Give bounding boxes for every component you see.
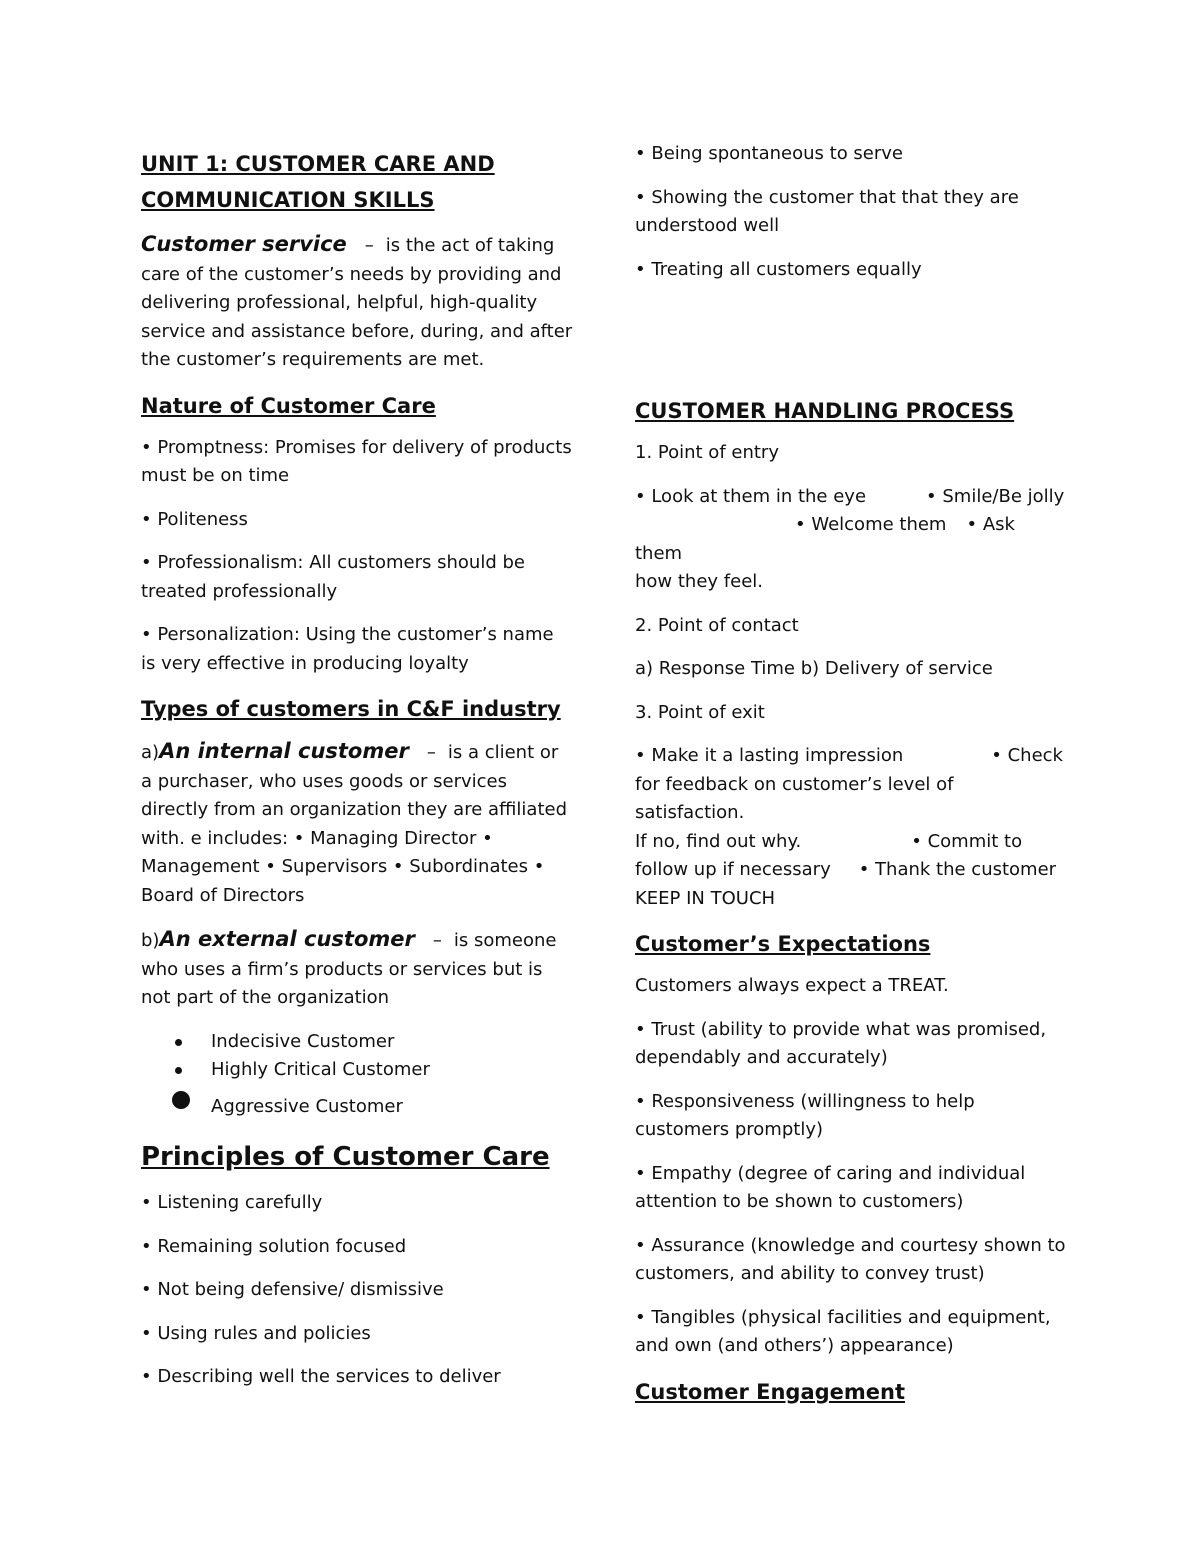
entry-action: • Look at them in the eye bbox=[635, 485, 867, 507]
customer-service-text: is the act of taking care of the customer’s needs by providing and delivering professional, helpful, high-quality service and assistance before, during, and after the customer’s requirements are met. bbox=[141, 235, 573, 370]
expectation-item: • Empathy (degree of caring and individual attention to be shown to customers) bbox=[635, 1162, 1026, 1212]
nature-item: • Promptness: Promises for delivery of products must be on time bbox=[141, 436, 572, 486]
list-item-label: Aggressive Customer bbox=[211, 1095, 403, 1117]
unit-title bbox=[141, 146, 573, 218]
entry-action: • Ask them bbox=[635, 514, 1015, 564]
exit-action: for feedback on customer’s level of satisfaction. bbox=[635, 773, 954, 823]
entry-actions bbox=[635, 483, 1067, 597]
internal-customer-text: is a client or a purchaser, who uses goods or services directly from an organization they are affiliated with. e includes: • Managing Director • Management • Supervisors • Subordinates • Board of Directors bbox=[141, 742, 568, 906]
exit-actions bbox=[635, 742, 1067, 913]
list-item bbox=[141, 1085, 573, 1122]
dash: – bbox=[364, 235, 374, 256]
external-customer-definition bbox=[141, 925, 573, 1013]
principle-item: • Treating all customers equally bbox=[635, 258, 922, 280]
expectation-item: • Tangibles (physical facilities and equipment, and own (and others’) appearance) bbox=[635, 1306, 1051, 1356]
principles-heading: Principles of Customer Care bbox=[141, 1142, 550, 1172]
unit-title-line1: UNIT 1: CUSTOMER CARE AND bbox=[141, 152, 495, 176]
principle-item: • Being spontaneous to serve bbox=[635, 143, 904, 164]
exit-action: • Check bbox=[991, 745, 1063, 766]
handling-heading: CUSTOMER HANDLING PROCESS bbox=[635, 399, 1015, 423]
exit-action: follow up if necessary bbox=[635, 859, 831, 880]
entry-action: • Welcome them bbox=[795, 514, 947, 535]
left-column bbox=[141, 140, 573, 1407]
exit-label: 3. Point of exit bbox=[635, 701, 765, 723]
unit-title-line2: COMMUNICATION SKILLS bbox=[141, 188, 435, 212]
types-heading: Types of customers in C&F industry bbox=[141, 697, 561, 721]
exit-action: • Make it a lasting impression bbox=[635, 745, 904, 766]
nature-heading: Nature of Customer Care bbox=[141, 393, 436, 418]
bullet-icon bbox=[175, 1039, 182, 1046]
list-item bbox=[141, 1028, 573, 1057]
external-customer-text: is someone who uses a firm’s products or services but is not part of the organization bbox=[141, 930, 557, 1008]
entry-label: 1. Point of entry bbox=[635, 442, 779, 463]
entry-action-tail: how they feel. bbox=[635, 571, 763, 592]
spacer bbox=[635, 299, 1067, 383]
nature-item: • Professionalism: All customers should be treated professionally bbox=[141, 552, 525, 602]
list-item bbox=[141, 1056, 573, 1085]
internal-customer-term: An internal customer bbox=[159, 739, 409, 763]
principle-item: • Describing well the services to deliver bbox=[141, 1366, 501, 1387]
contact-label: 2. Point of contact bbox=[635, 614, 799, 636]
expectation-item: • Responsiveness (willingness to help customers promptly) bbox=[635, 1090, 975, 1140]
external-prefix: b) bbox=[141, 930, 160, 951]
principle-item: • Not being defensive/ dismissive bbox=[141, 1279, 444, 1300]
internal-prefix: a) bbox=[141, 742, 160, 763]
nature-item: • Personalization: Using the customer’s name is very effective in producing loyalty bbox=[141, 624, 554, 674]
expectations-intro: Customers always expect a TREAT. bbox=[635, 975, 949, 996]
bullet-icon bbox=[175, 1067, 182, 1074]
bullet-icon bbox=[172, 1091, 190, 1109]
engagement-heading: Customer Engagement bbox=[635, 1379, 906, 1404]
principle-item: • Using rules and policies bbox=[141, 1322, 371, 1344]
external-customer-term: An external customer bbox=[159, 927, 415, 951]
expectations-heading: Customer’s Expectations bbox=[635, 932, 931, 956]
list-item-label: Indecisive Customer bbox=[211, 1030, 395, 1052]
contact-items: a) Response Time b) Delivery of service bbox=[635, 658, 993, 679]
dash: – bbox=[426, 742, 436, 763]
expectation-item: • Assurance (knowledge and courtesy shown to customers, and ability to convey trust) bbox=[635, 1234, 1066, 1284]
principle-item: • Showing the customer that that they are understood well bbox=[635, 186, 1019, 236]
entry-action: • Smile/Be jolly bbox=[926, 485, 1065, 507]
principle-item: • Listening carefully bbox=[141, 1192, 323, 1213]
exit-action: KEEP IN TOUCH bbox=[635, 887, 776, 909]
nature-item: • Politeness bbox=[141, 508, 248, 530]
customer-service-term: Customer service bbox=[141, 232, 347, 256]
exit-action: If no, find out why. bbox=[635, 830, 802, 852]
external-types-list bbox=[141, 1028, 573, 1122]
right-column bbox=[635, 140, 1067, 1420]
internal-customer-definition bbox=[141, 737, 573, 910]
customer-service-definition bbox=[141, 230, 573, 375]
expectation-item: • Trust (ability to provide what was promised, dependably and accurately) bbox=[635, 1018, 1047, 1068]
list-item-label: Highly Critical Customer bbox=[211, 1059, 430, 1080]
principle-item: • Remaining solution focused bbox=[141, 1235, 407, 1257]
dash: – bbox=[432, 930, 442, 951]
exit-action: • Commit to bbox=[911, 830, 1023, 852]
exit-action: • Thank the customer bbox=[858, 859, 1057, 880]
